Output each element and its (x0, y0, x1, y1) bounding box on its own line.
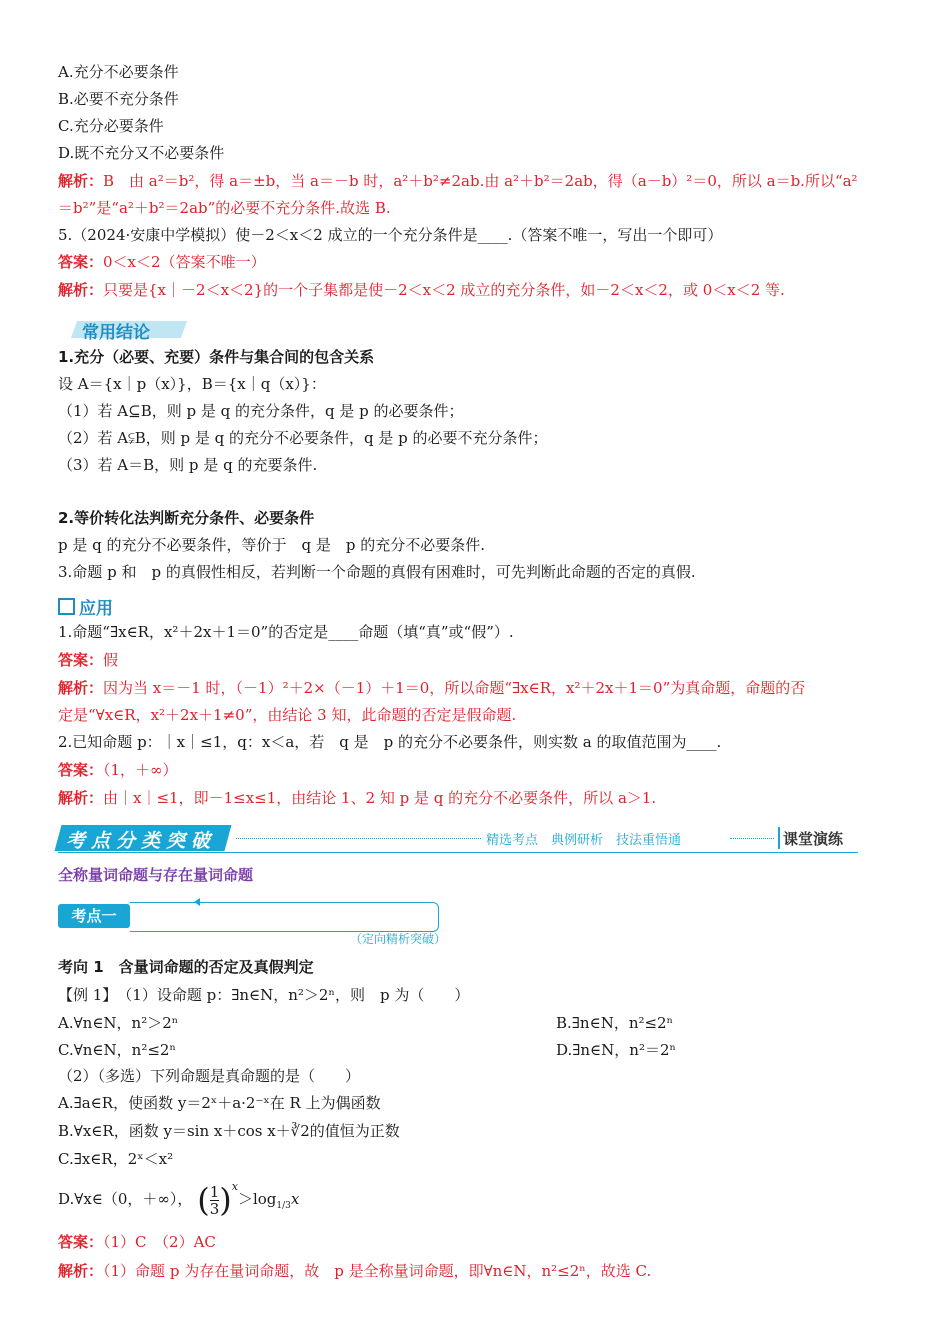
apply-title-text: 应用 (79, 599, 113, 619)
analysis-text: 由｜x｜≤1，即－1≤x≤1，由结论 1、2 知 p 是 q 的充分不必要条件，所以 a＞1. (103, 789, 657, 807)
answer-label: 答案： (58, 1233, 104, 1251)
option-c: C.充分必要条件 (58, 117, 164, 135)
analysis-text: （1）命题 p 为存在量词命题，故 p 是全称量词命题，即∀n∈N，n²≤2ⁿ，故选 C. (103, 1262, 652, 1280)
analysis-text: 因为当 x＝－1 时，（－1）²＋2×（－1）＋1＝0，所以命题“∃x∈R，x²＋2x＋1＝0”为真命题，命题的否 (103, 679, 806, 697)
analysis-text: B 由 a²＝b²，得 a＝±b，当 a＝－b 时，a²＋b²≠2ab.由 a²＋b²＝2ab，得（a－b）²＝0，所以 a＝b.所以“a² (103, 172, 858, 190)
example-part2: （2）（多选）下列命题是真命题的是（ ） (58, 1067, 361, 1085)
topic-right-label: 课堂演练 (783, 830, 844, 848)
conclusion-1-line: （1）若 A⊆B，则 p 是 q 的充分条件，q 是 p 的必要条件； (58, 402, 464, 420)
analysis-label: 解析： (58, 172, 104, 190)
conclusion-2-title: 2.等价转化法判断充分条件、必要条件 (58, 509, 315, 527)
kaodian-box (58, 902, 442, 932)
apply-q2-answer (58, 760, 178, 780)
example-answer (58, 1232, 216, 1252)
answer-label: 答案： (58, 651, 104, 669)
conclusion-1-line: 设 A＝{x｜p（x）}，B＝{x｜q（x）}： (58, 375, 326, 393)
opt-d-end: x (290, 1190, 300, 1208)
analysis-label: 解析： (58, 679, 104, 697)
example-head: 【例 1】 （1）设命题 p：∃n∈N，n²＞2ⁿ，则 p 为（ ） (58, 986, 470, 1004)
apply-q1-analysis-line2: 定是“∀x∈R，x²＋2x＋1≠0”，由结论 3 知，此命题的否定是假命题. (58, 706, 517, 724)
answer-label: 答案： (58, 253, 104, 271)
q5-question: 5.（2024·安康中学模拟）使－2＜x＜2 成立的一个充分条件是____.（答案不唯一，写出一个即可） (58, 226, 723, 244)
example-opt: A.∀n∈N，n²＞2ⁿ (58, 1014, 179, 1032)
analysis-label: 解析： (58, 281, 104, 299)
conclusion-1-line: （3）若 A＝B，则 p 是 q 的充要条件. (58, 456, 318, 474)
subsection-title: 全称量词命题与存在量词命题 (58, 866, 254, 884)
conclusion-2-line: p 是 q 的充分不必要条件，等价于 q 是 p 的充分不必要条件. (58, 536, 486, 554)
fraction-num: 1 (209, 1182, 220, 1201)
answer-text: （1）C （2）AC (103, 1233, 216, 1251)
q5-answer (58, 252, 266, 272)
example-opt: D.∃n∈N，n²＝2ⁿ (556, 1041, 676, 1059)
topic-tag: 考点分类突破 (66, 830, 217, 852)
log-base: 1/3 (276, 1201, 291, 1211)
topic-links: 精选考点 典例研析 技法重悟通 (486, 833, 682, 848)
fraction-den: 3 (209, 1199, 220, 1218)
analysis-label: 解析： (58, 789, 104, 807)
answer-label: 答案： (58, 761, 104, 779)
kaodian-sub: （定向精析突破） (350, 932, 447, 946)
q5-analysis (58, 280, 785, 300)
option-d: D.既不充分又不必要条件 (58, 144, 225, 162)
conclusion-3-line: 3.命题 p 和 p 的真假性相反，若判断一个命题的真假有困难时，可先判断此命题的否定的真假. (58, 563, 696, 581)
opt-d-prefix: D.∀x∈（0，＋∞）， (58, 1190, 193, 1208)
common-conclusion-banner (60, 318, 184, 343)
conclusion-1-line: （2）若 A⫋B，则 p 是 q 的充分不必要条件，q 是 p 的必要不充分条件； (58, 429, 548, 447)
example-p2-opt: B.∀x∈R，函数 y＝sin x＋cos x＋∛2的值恒为正数 (58, 1122, 400, 1140)
apply-q1: 1.命题“∃x∈R，x²＋2x＋1＝0”的否定是____命题（填“真”或“假”）. (58, 623, 514, 641)
answer-text: （1，＋∞） (103, 761, 178, 779)
example-opt: B.∃n∈N，n²≤2ⁿ (556, 1014, 674, 1032)
apply-q1-analysis (58, 678, 805, 698)
kaoxiang-title: 考向 1 含量词命题的否定及真假判定 (58, 958, 314, 976)
analysis-label: 解析： (58, 1262, 104, 1280)
opt-d-log: ＞log (237, 1190, 277, 1208)
option-b: B.必要不充分条件 (58, 90, 179, 108)
example-analysis (58, 1261, 651, 1281)
kaodian-label: 考点一 (58, 904, 130, 928)
apply-q2-analysis (58, 788, 656, 808)
example-p2-opt: A.∃a∈R，使函数 y＝2ˣ＋a·2⁻ˣ在 R 上为偶函数 (58, 1094, 381, 1112)
example-p2-opt: C.∃x∈R，2ˣ＜x² (58, 1150, 174, 1168)
fraction (210, 1184, 220, 1217)
option-a: A.充分不必要条件 (58, 63, 179, 81)
apply-title (58, 594, 113, 619)
answer-text: 0＜x＜2（答案不唯一） (103, 253, 266, 271)
topic-bar (58, 823, 858, 853)
example-opt: C.∀n∈N，n²≤2ⁿ (58, 1041, 176, 1059)
conclusion-1-title: 1.充分（必要、充要）条件与集合间的包含关系 (58, 348, 375, 366)
analysis-text: 只要是{x｜－2＜x＜2}的一个子集都是使－2＜x＜2 成立的充分条件，如－2＜x＜2，或 0＜x＜2 等. (103, 281, 785, 299)
apply-q1-answer (58, 650, 118, 670)
q4-analysis-line2: ＝b²”是“a²＋b²＝2ab”的必要不充分条件.故选 B. (58, 199, 391, 217)
apply-q2: 2.已知命题 p：｜x｜≤1，q：x＜a，若 q 是 p 的充分不必要条件，则实数 a 的取值范围为____. (58, 733, 722, 751)
q4-analysis-line1 (58, 171, 858, 191)
example-p2-opt-d: D.∀x∈（0，＋∞）， ( $\frac{1}{3}$ )$^x>\log_{1/3}x$ (58, 1180, 300, 1219)
answer-text: 假 (103, 651, 119, 669)
banner-title: 常用结论 (82, 323, 150, 343)
apply-icon (58, 598, 75, 615)
